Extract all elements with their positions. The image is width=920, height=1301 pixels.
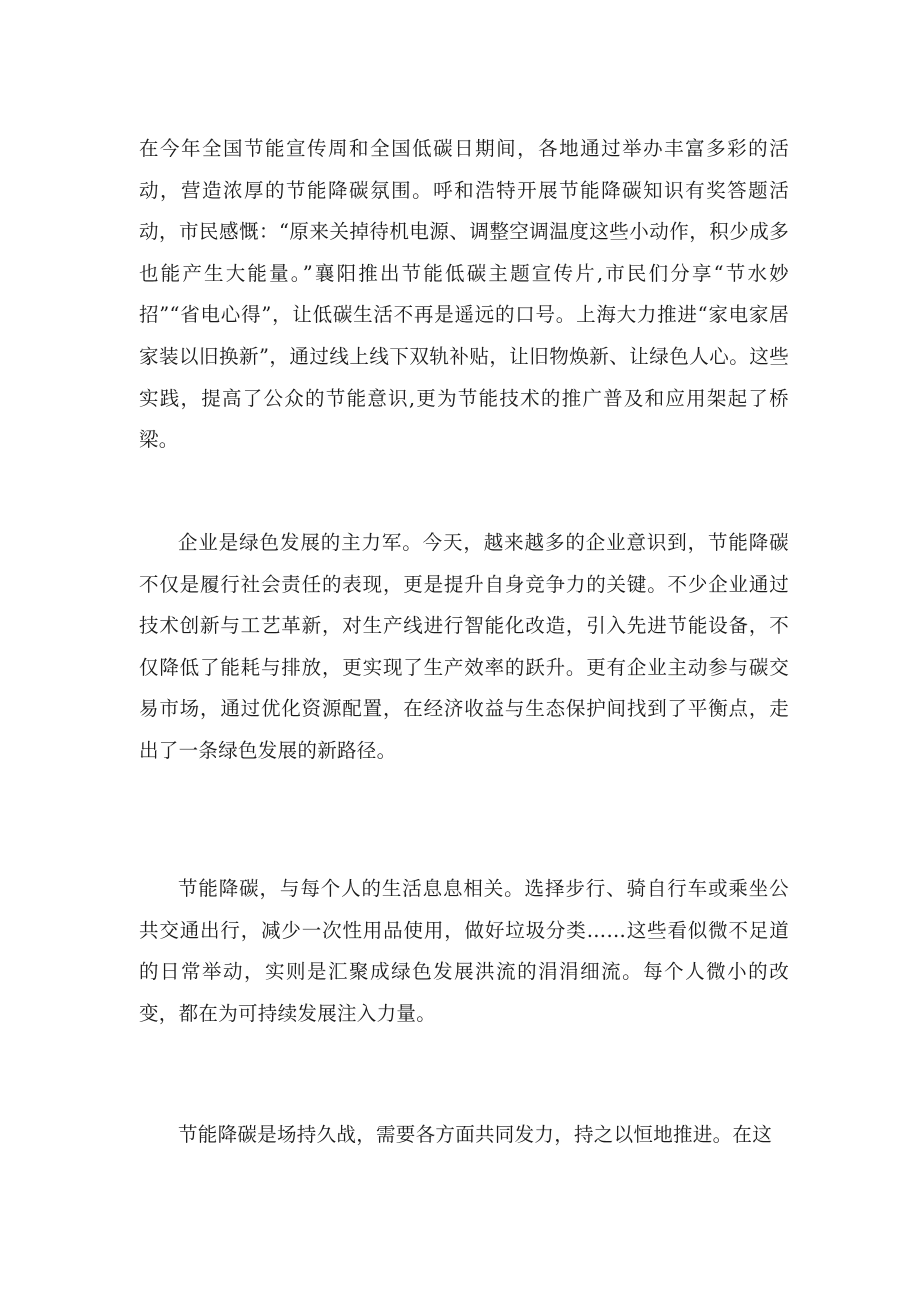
paragraph-2: 企业是绿色发展的主力军。今天，越来越多的企业意识到，节能降碳不仅是履行社会责任的表现，更是提升自身竞争力的关键。不少企业通过技术创新与工艺革新，对生产线进行智能化改造，引入先进节能设备，不仅降低了能耗与排放，更实现了生产效率的跃升。更有企业主动参与碳交易市场，通过优化资源配置，在经济收益与生态保护间找到了平衡点，走出了一条绿色发展的新路径。 [139, 531, 789, 762]
paragraph-3: 节能降碳，与每个人的生活息息相关。选择步行、骑自行车或乘坐公共交通出行，减少一次性用品使用，做好垃圾分类……这些看似微不足道的日常举动，实则是汇聚成绿色发展洪流的涓涓细流。每个人微小的改变，都在为可持续发展注入力量。 [139, 877, 789, 1025]
paragraph-4: 节能降碳是场持久战，需要各方面共同发力，持之以恒地推进。在这 [178, 1123, 773, 1146]
paragraph-1: 在今年全国节能宣传周和全国低碳日期间，各地通过举办丰富多彩的活动，营造浓厚的节能降碳氛围。呼和浩特开展节能降碳知识有奖答题活动，市民感慨：“原来关掉待机电源、调整空调温度这些小动作，积少成多也能产生大能量。”襄阳推出节能低碳主题宣传片,市民们分享“节水妙招”“省电心得”，让低碳生活不再是遥远的口号。上海大力推进“家电家居家装以旧换新”，通过线上线下双轨补贴，让旧物焕新、让绿色人心。这些实践，提高了公众的节能意识,更为节能技术的推广普及和应用架起了桥梁。 [139, 137, 789, 452]
